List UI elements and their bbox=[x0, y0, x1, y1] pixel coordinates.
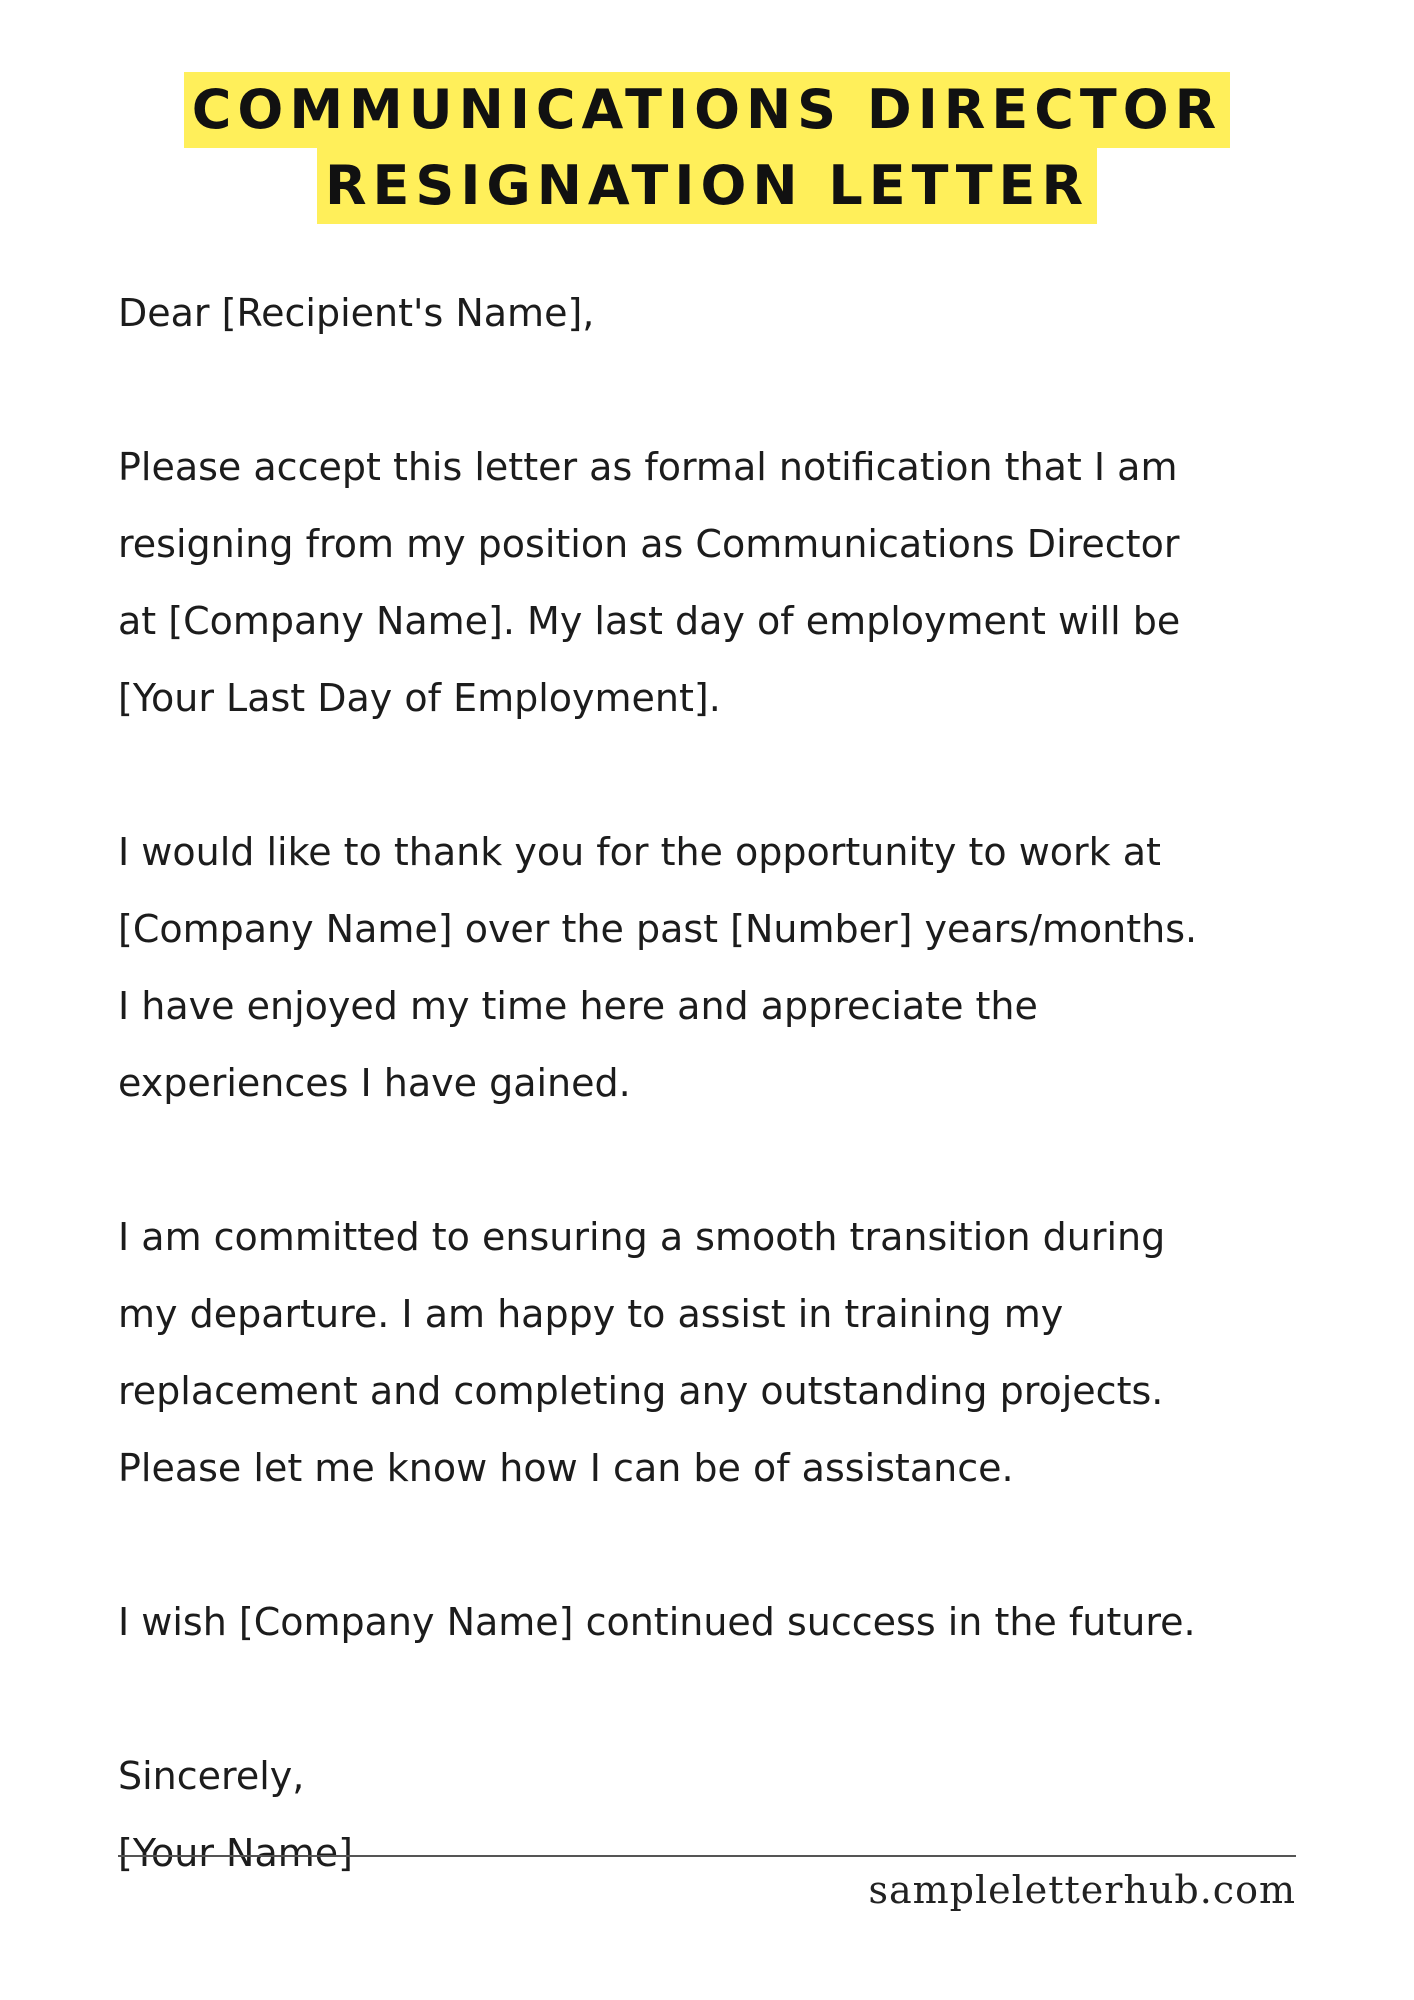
paragraph-3-line-1: I am committed to ensuring a smooth transition during bbox=[118, 1215, 1166, 1259]
paragraph-3-line-2: my departure. I am happy to assist in training my bbox=[118, 1292, 1064, 1336]
paragraph-1-line-3: at [Company Name]. My last day of employment will be bbox=[118, 599, 1181, 643]
paragraph-2-line-1: I would like to thank you for the opportunity to work at bbox=[118, 830, 1161, 874]
paragraph-4 bbox=[118, 1584, 1358, 1661]
paragraph-4-line-1: I wish [Company Name] continued success in the future. bbox=[118, 1600, 1196, 1644]
paragraph-1-line-4: [Your Last Day of Employment]. bbox=[118, 676, 721, 720]
document-title bbox=[0, 72, 1414, 224]
paragraph-2-line-2: [Company Name] over the past [Number] years/months. bbox=[118, 907, 1198, 951]
footer-divider bbox=[118, 1855, 1296, 1857]
signature: [Your Name] bbox=[118, 1831, 353, 1875]
paragraph-2-line-4: experiences I have gained. bbox=[118, 1061, 631, 1105]
letter-body bbox=[118, 275, 1358, 1892]
title-line-1: COMMUNICATIONS DIRECTOR bbox=[184, 72, 1230, 148]
paragraph-1-line-2: resigning from my position as Communications Director bbox=[118, 522, 1180, 566]
closing: Sincerely, bbox=[118, 1754, 305, 1798]
paragraph-2 bbox=[118, 814, 1358, 1122]
footer-site: sampleletterhub.com bbox=[868, 1868, 1296, 1912]
salutation: Dear [Recipient's Name], bbox=[118, 291, 595, 335]
title-line-2: RESIGNATION LETTER bbox=[317, 148, 1097, 224]
paragraph-1 bbox=[118, 429, 1358, 737]
paragraph-3-line-3: replacement and completing any outstanding projects. bbox=[118, 1369, 1164, 1413]
paragraph-3-line-4: Please let me know how I can be of assistance. bbox=[118, 1446, 1014, 1490]
paragraph-2-line-3: I have enjoyed my time here and appreciate the bbox=[118, 984, 1038, 1028]
paragraph-3 bbox=[118, 1199, 1358, 1507]
paragraph-1-line-1: Please accept this letter as formal notification that I am bbox=[118, 445, 1178, 489]
